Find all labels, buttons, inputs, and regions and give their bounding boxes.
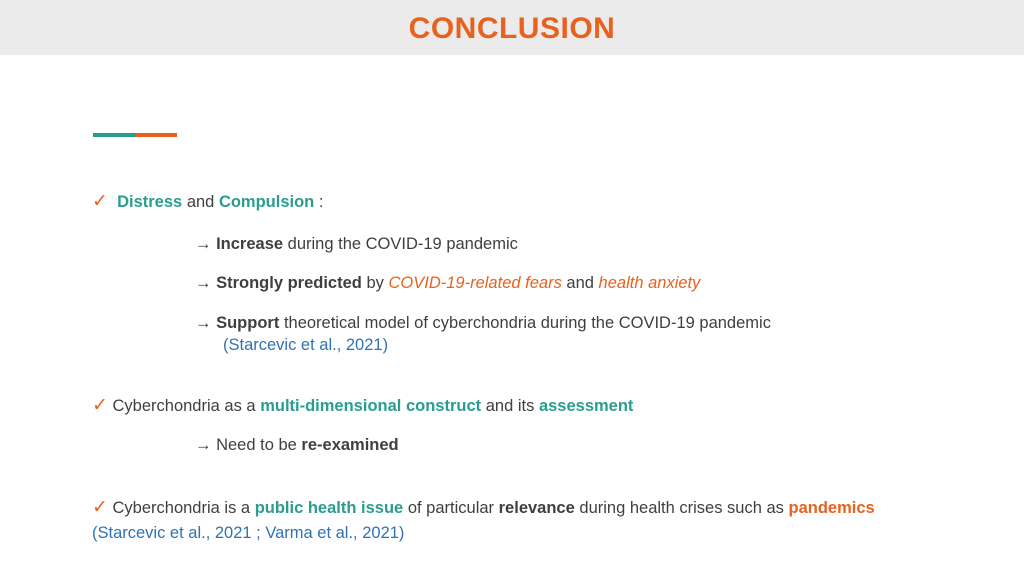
point-text: and its [485,397,535,415]
point-text: Cyberchondria is a [112,499,251,517]
arrow-icon: → [195,274,212,292]
point-distress-compulsion [92,191,323,213]
point-multidimensional [92,395,633,417]
keyword-relevance: relevance [498,499,575,517]
sub-point-support [195,312,771,334]
citation-starcevic: (Starcevic et al., 2021) [223,336,389,354]
keyword-increase: Increase [216,235,284,253]
keyword-reexamined: re-examined [301,436,399,454]
accent-line-orange [136,133,177,137]
arrow-icon: → [195,314,212,332]
sub-point-increase [195,233,518,255]
term-health-anxiety: health anxiety [598,274,701,292]
conjunction: and [186,193,215,211]
colon: : [318,193,324,211]
arrow-icon: → [195,436,212,454]
sub-text: Need to be [216,436,297,454]
checkmark-icon: ✓ [92,497,108,518]
keyword-support: Support [216,314,280,332]
point-text: Cyberchondria as a [112,397,256,415]
sub-text: during the COVID-19 pandemic [287,235,518,253]
term-public-health-issue: public health issue [254,499,404,517]
term-pandemics: pandemics [788,499,875,517]
term-compulsion: Compulsion [218,193,315,211]
sub-point-reexamine [195,434,399,456]
sub-point-predicted [195,272,700,294]
term-covid-fears: COVID-19-related fears [388,274,562,292]
slide-title: CONCLUSION [408,12,616,45]
checkmark-icon: ✓ [92,191,108,212]
term-distress: Distress [117,193,183,211]
citation-starcevic-varma: (Starcevic et al., 2021 ; Varma et al., 2021) [92,524,405,542]
word-by: by [366,274,384,292]
point-text: during health crises such as [579,499,784,517]
term-assessment: assessment [538,397,634,415]
sub-text: theoretical model of cyberchondria during the COVID-19 pandemic [283,314,771,332]
point-public-health [92,497,875,519]
arrow-icon: → [195,235,212,253]
accent-line-teal [93,133,136,137]
term-multidimensional: multi-dimensional construct [260,397,482,415]
keyword-strongly-predicted: Strongly predicted [216,274,362,292]
point-text: of particular [407,499,495,517]
word-and: and [566,274,594,292]
checkmark-icon: ✓ [92,395,108,416]
